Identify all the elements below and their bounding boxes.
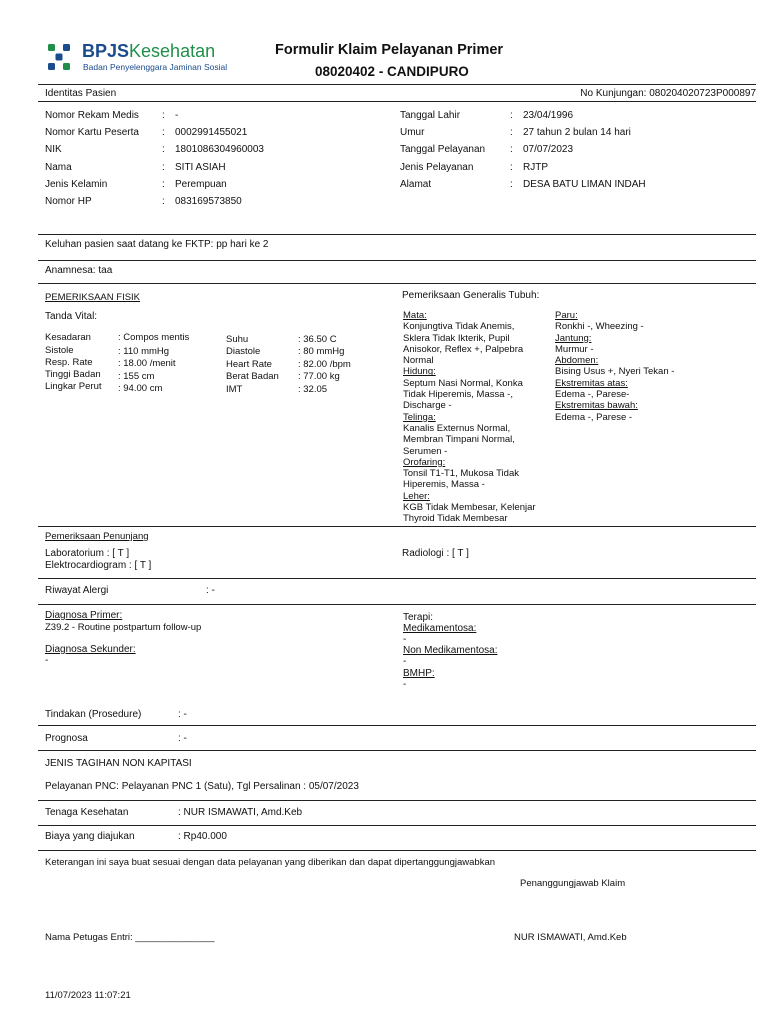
field-value: 083169573850 [175, 196, 242, 207]
generalis-head: Abdomen: [555, 355, 599, 367]
biaya-value: : Rp40.000 [178, 831, 227, 842]
vital-label: Berat Badan [226, 371, 279, 382]
generalis-head: Leher: [403, 490, 430, 502]
generalis-line: Konjungtiva Tidak Anemis, [403, 321, 515, 333]
divider [38, 101, 756, 102]
vital-label: Kesadaran [45, 332, 91, 343]
field-value: 07/07/2023 [523, 144, 574, 155]
field-colon: : [510, 127, 513, 138]
generalis-head: Orofaring: [403, 456, 446, 468]
bmhp-label: BMHP: [403, 668, 435, 679]
field-label: Tanggal Pelayanan [400, 144, 486, 155]
logo-subtitle: Badan Penyelenggara Jaminan Sosial [83, 62, 228, 72]
petugas-name: NUR ISMAWATI, Amd.Keb [514, 932, 627, 943]
non-medikamentosa-label: Non Medikamentosa: [403, 645, 498, 656]
generalis-line: Anisokor, Reflex +, Palpebra [403, 343, 524, 355]
tanda-vital-label: Tanda Vital: [45, 311, 98, 322]
divider [38, 825, 756, 826]
keluhan-text: Keluhan pasien saat datang ke FKTP: pp hari ke 2 [45, 239, 269, 250]
divider [38, 604, 756, 605]
vital-value: : Compos mentis [118, 332, 190, 343]
vital-label: Tinggi Badan [45, 369, 101, 380]
generalis-line: Edema -, Parese- [555, 389, 630, 401]
generalis-line: Tidak Hiperemis, Massa -, [403, 389, 513, 401]
generalis-line: Tonsil T1-T1, Mukosa Tidak [403, 468, 519, 480]
prognosa-label: Prognosa [45, 733, 88, 744]
no-kunjungan: No Kunjungan: 080204020723P000897 [580, 88, 756, 99]
anamnesa-text: Anamnesa: taa [45, 265, 113, 276]
divider [38, 578, 756, 579]
divider [38, 234, 756, 235]
penunjang-ekg: Elektrocardiogram : [ T ] [45, 560, 152, 571]
generalis-line: Edema -, Parese - [555, 411, 633, 423]
field-label: Tanggal Lahir [400, 110, 461, 121]
vital-value: : 80 mmHg [298, 346, 345, 357]
diagnosa-sekunder-label: Diagnosa Sekunder: [45, 644, 136, 655]
petugas-entri-label: Nama Petugas Entri: _______________ [45, 932, 215, 943]
pemeriksaan-fisik-title: PEMERIKSAAN FISIK [45, 292, 141, 303]
field-colon: : [510, 110, 513, 121]
divider [38, 750, 756, 751]
generalis-line: Discharge - [403, 400, 452, 412]
vital-label: IMT [226, 384, 243, 395]
vital-label: Sistole [45, 345, 74, 356]
print-timestamp: 11/07/2023 11:07:21 [45, 990, 131, 1001]
generalis-head: Ekstremitas bawah: [555, 400, 638, 412]
field-label: NIK [45, 144, 62, 155]
bmhp-value: - [403, 679, 407, 690]
field-value: RJTP [523, 162, 548, 173]
field-colon: : [162, 162, 165, 173]
penunjang-title: Pemeriksaan Penunjang [45, 531, 149, 542]
alergi-value: : - [206, 585, 215, 596]
vital-value: : 82.00 /bpm [298, 359, 351, 370]
logo-main-text: BPJS [82, 41, 130, 61]
tenaga-value: : NUR ISMAWATI, Amd.Keb [178, 807, 303, 818]
tenaga-label: Tenaga Kesehatan [45, 807, 129, 818]
field-value: - [175, 110, 179, 121]
field-label: Jenis Pelayanan [400, 162, 474, 173]
field-label: Nama [45, 162, 72, 173]
vital-label: Heart Rate [226, 359, 272, 370]
field-value: DESA BATU LIMAN INDAH [523, 179, 646, 190]
tindakan-label: Tindakan (Prosedure) [45, 709, 142, 720]
generalis-line: Murmur - [555, 343, 594, 355]
vital-value: : 94.00 cm [118, 383, 163, 394]
medikamentosa-label: Medikamentosa: [403, 623, 477, 634]
divider [38, 526, 756, 527]
field-value: Perempuan [175, 179, 227, 190]
generalis-line: Sklera Tidak Ikterik, Pupil [403, 332, 510, 344]
vital-label: Diastole [226, 346, 261, 357]
field-label: Nomor HP [45, 196, 92, 207]
logo-wordmark [82, 41, 215, 62]
field-colon: : [510, 162, 513, 173]
field-label: Nomor Rekam Medis [45, 110, 139, 121]
generalis-line: Bising Usus +, Nyeri Tekan - [555, 366, 675, 378]
terapi-label: Terapi: [403, 612, 434, 623]
field-label: Nomor Kartu Peserta [45, 127, 139, 138]
vital-value: : 36.50 C [298, 334, 337, 345]
non-medikamentosa-value: - [403, 656, 407, 667]
generalis-col-1 [403, 310, 553, 525]
divider [38, 283, 756, 284]
field-colon: : [510, 144, 513, 155]
tindakan-value: : - [178, 709, 187, 720]
field-value: 23/04/1996 [523, 110, 574, 121]
field-value: 0002991455021 [175, 127, 248, 138]
vital-value: : 18.00 /menit [118, 358, 176, 369]
generalis-head: Jantung: [555, 332, 592, 344]
page-title: Formulir Klaim Pelayanan Primer [275, 42, 504, 58]
generalis-head: Mata: [403, 310, 427, 321]
diagnosa-primer-label: Diagnosa Primer: [45, 610, 123, 621]
tagihan-title: JENIS TAGIHAN NON KAPITASI [45, 758, 192, 769]
field-value: 27 tahun 2 bulan 14 hari [523, 127, 631, 138]
page-subtitle: 08020402 - CANDIPURO [315, 64, 469, 79]
prognosa-value: : - [178, 733, 187, 744]
field-colon: : [162, 179, 165, 190]
generalis-head: Paru: [555, 310, 578, 321]
generalis-line: Kanalis Externus Normal, [403, 422, 511, 434]
field-colon: : [510, 179, 513, 190]
bpjs-logo-icon [44, 42, 74, 72]
generalis-head: Hidung: [403, 366, 436, 378]
divider [38, 260, 756, 261]
field-value: 1801086304960003 [175, 144, 264, 155]
generalis-line: Serumen - [403, 445, 448, 457]
divider [38, 850, 756, 851]
divider [38, 84, 756, 85]
field-colon: : [162, 127, 165, 138]
field-colon: : [162, 110, 165, 121]
generalis-head: Ekstremitas atas: [555, 377, 628, 389]
generalis-line: Normal [403, 355, 434, 367]
field-colon: : [162, 196, 165, 207]
field-label: Alamat [400, 179, 432, 190]
diagnosa-primer-value: Z39.2 - Routine postpartum follow-up [45, 622, 202, 633]
generalis-line: Ronkhi -, Wheezing - [555, 321, 644, 333]
vital-value: : 77.00 kg [298, 371, 340, 382]
penunjang-radiologi: Radiologi : [ T ] [402, 548, 469, 559]
vital-label: Lingkar Perut [45, 381, 102, 392]
tagihan-detail: Pelayanan PNC: Pelayanan PNC 1 (Satu), Tgl Persalinan : 05/07/2023 [45, 781, 359, 792]
generalis-line: Membran Timpani Normal, [403, 434, 515, 446]
logo-accent-text: Kesehatan [129, 41, 216, 61]
biaya-label: Biaya yang diajukan [45, 831, 135, 842]
generalis-line: KGB Tidak Membesar, Kelenjar [403, 502, 536, 514]
generalis-line: Septum Nasi Normal, Konka [403, 377, 523, 389]
penunjang-lab: Laboratorium : [ T ] [45, 548, 130, 559]
medikamentosa-value: - [403, 634, 407, 645]
vital-label: Resp. Rate [45, 357, 93, 368]
vital-value: : 110 mmHg [118, 346, 170, 357]
generalis-line: Hiperemis, Massa - [403, 479, 485, 491]
generalis-col-2 [555, 310, 745, 423]
identitas-section-label: Identitas Pasien [45, 88, 117, 99]
alergi-label: Riwayat Alergi [45, 585, 109, 596]
generalis-title: Pemeriksaan Generalis Tubuh: [402, 290, 540, 301]
field-label: Umur [400, 127, 425, 138]
vital-value: : 32.05 [298, 384, 328, 395]
diagnosa-sekunder-value: - [45, 655, 49, 666]
field-label: Jenis Kelamin [45, 179, 108, 190]
generalis-line: Thyroid Tidak Membesar [403, 513, 508, 525]
field-colon: : [162, 144, 165, 155]
penanggungjawab-label: Penanggungjawab Klaim [520, 878, 626, 889]
divider [38, 800, 756, 801]
generalis-head: Telinga: [403, 411, 436, 423]
keterangan-text: Keterangan ini saya buat sesuai dengan data pelayanan yang diberikan dan dapat dipertanggungjawabkan [45, 857, 496, 868]
divider [38, 725, 756, 726]
vital-value: : 155 cm [118, 371, 155, 382]
vital-label: Suhu [226, 334, 249, 345]
field-value: SITI ASIAH [175, 162, 226, 173]
